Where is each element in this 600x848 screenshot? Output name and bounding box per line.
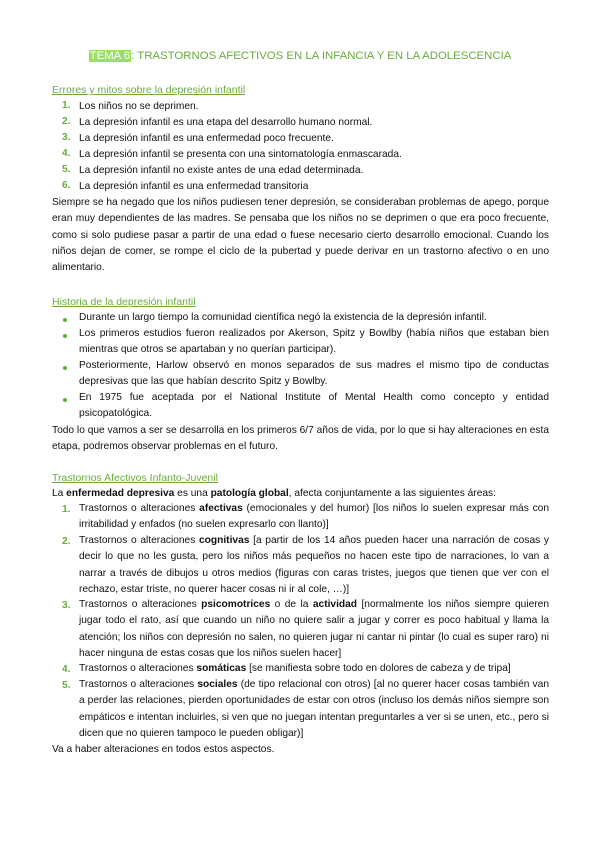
section-heading-trastornos: Trastornos Afectivos Infanto-Juvenil [52, 472, 218, 484]
list-item: La depresión infantil no existe antes de una edad determinada. [79, 165, 364, 176]
item-text: Trastornos o alteraciones [79, 535, 200, 546]
intro-sentence [52, 487, 496, 500]
item-text: (emocionales y del humor) [los niños lo suelen expresar más con irritabilidad y enfados (no suelen expresarlo con llanto)] [79, 503, 549, 531]
list-item: Los niños no se deprimen. [79, 101, 199, 112]
item-text: Trastornos o alteraciones [79, 599, 202, 610]
bullet-icon [63, 398, 67, 402]
bullet-icon [63, 366, 67, 370]
bullet-item: Posteriormente, Harlow observó en monos separados de sus madres el mismo tipo de conductas depresivas que las que habían descrito Spitz y Bowlby. [79, 360, 549, 388]
bullet-item: Durante un largo tiempo la comunidad científica negó la existencia de la depresión infantil. [79, 312, 487, 323]
item-text: o de la [270, 599, 313, 610]
list-number: 2. [62, 116, 71, 127]
list-item [79, 661, 549, 677]
paragraph-historia: Todo lo que vamos a ser se desarrolla en los primeros 6/7 años de vida, por lo que si hay alteraciones en esta etapa, podremos observar problemas en el futuro. [52, 425, 549, 453]
item-text: Trastornos o alteraciones [79, 679, 198, 690]
list-item [79, 597, 549, 662]
item-text: [se manifiesta sobre todo en dolores de cabeza y de tripa] [246, 663, 511, 674]
page-title [0, 50, 600, 62]
list-number: 1. [62, 504, 71, 515]
list-number: 3. [62, 600, 71, 611]
list-number: 6. [62, 180, 71, 191]
item-text: Trastornos o alteraciones [79, 503, 200, 514]
bullet-icon [63, 334, 67, 338]
list-number: 3. [62, 132, 71, 143]
bullet-icon [63, 318, 67, 322]
item-text: [a partir de los 14 años pueden hacer una narración de cosas y decir lo que no les gusta, pero los niños más pequeños no hacen este tipo de narraciones, lo van a narrar a través de dibujos u otros medios (figuras con caras tristes, juegos que tienen que ver con el rechazo, estar triste, no querer hacer cosas ni ir al cole, …)] [79, 535, 549, 595]
list-number: 1. [62, 100, 71, 111]
section-heading-historia: Historia de la depresión infantil [52, 296, 196, 308]
title-tag: TEMA 6 [89, 50, 131, 62]
item-text: Trastornos o alteraciones [79, 663, 197, 674]
item-bold: sociales [197, 679, 238, 690]
bullet-item: Los primeros estudios fueron realizados por Akerson, Spitz y Bowlby (había niños que estaban bien mientras que otros se apartaban y no querían participar). [79, 328, 549, 356]
bullet-item: En 1975 fue aceptada por el National Institute of Mental Health como concepto y entidad psicopatológica. [79, 392, 549, 420]
intro-text: La [52, 488, 67, 499]
list-item [79, 677, 549, 742]
intro-bold: patología global [210, 488, 289, 499]
list-number: 4. [62, 148, 71, 159]
item-bold: psicomotrices [201, 599, 271, 610]
list-number: 4. [62, 664, 71, 675]
list-number: 5. [62, 680, 71, 691]
section-heading-errores: Errores y mitos sobre la depresión infantil [52, 84, 246, 96]
item-bold: afectivas [199, 503, 243, 514]
closing-sentence: Va a haber alteraciones en todos estos aspectos. [52, 744, 275, 755]
intro-text: es una [174, 488, 211, 499]
list-item: La depresión infantil es una enfermedad poco frecuente. [79, 133, 334, 144]
list-number: 2. [62, 536, 71, 547]
list-item: La depresión infantil se presenta con una sintomatología enmascarada. [79, 149, 402, 160]
item-bold: actividad [312, 599, 358, 610]
intro-text: , afecta conjuntamente a las siguientes áreas: [288, 488, 496, 499]
item-text: [normalmente los niños siempre quieren jugar todo el rato, así que cuando un niño no quiere salir a jugar y correr es poco habitual y llama la atención; los niños con depresión no salen, no quieren jugar ni cantar ni pintar (lo cual es super raro) ni hacer ninguna de estas cosas que los niños suelen hacer] [79, 599, 549, 659]
list-item [79, 533, 549, 598]
item-bold: cognitivas [199, 535, 250, 546]
item-text: (de tipo relacional con otros) [al no querer hacer cosas también van a perder las relaciones, pierden oportunidades de estar con otros (incluso los demás niños siempre son empáticos e intentan incluirles, si ven que no juegan intentan preguntarles a ver si se unen, etc., pero si dicen que no quieren tampoco le pueden obligar)] [79, 679, 549, 739]
title-text: : TRASTORNOS AFECTIVOS EN LA INFANCIA Y EN LA ADOLESCENCIA [131, 50, 512, 62]
list-item: La depresión infantil es una etapa del desarrollo humano normal. [79, 117, 373, 128]
list-number: 5. [62, 164, 71, 175]
list-item: La depresión infantil es una enfermedad transitoria [79, 181, 309, 192]
list-item [79, 501, 549, 534]
paragraph-errores: Siempre se ha negado que los niños pudiesen tener depresión, se consideraban problemas de apego, porque eran muy dependientes de las madres. Se pensaba que los niños no se deprimen o que era poco frecuente, como si solo pudiese pasar a partir de una edad o fuese necesario cierto desarrollo emocional. Cuando los niños dejan de comer, se rompe el ciclo de la pubertad y puede derivar en un trastorno afectivo o en uno alimentario. [52, 197, 549, 274]
intro-bold: enfermedad depresiva [66, 488, 175, 499]
item-bold: somáticas [196, 663, 247, 674]
